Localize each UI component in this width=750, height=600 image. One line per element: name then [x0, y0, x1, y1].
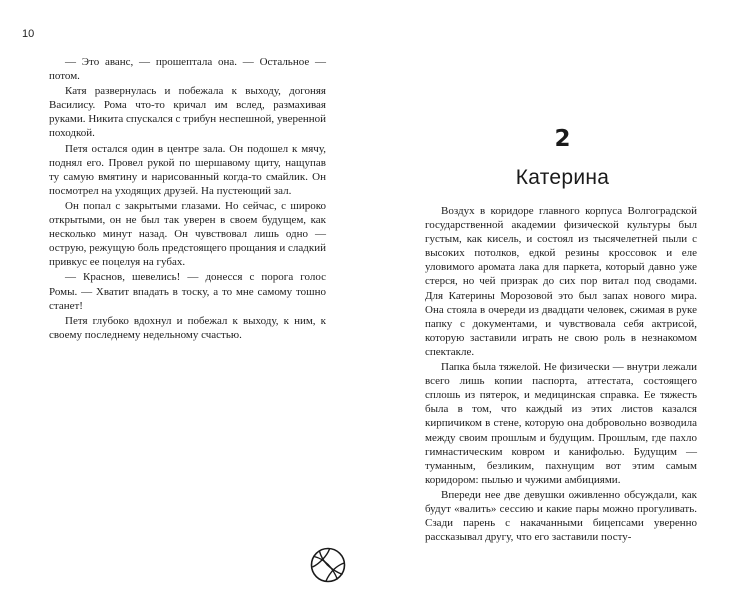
chapter-title: Катерина [515, 166, 610, 189]
paragraph: Впереди нее две девушки оживленно обсуждали, как будут «валить» сессию и какие пары можно прогуливать. Сзади парень с накачанными бицепсами уверенно рассказывал другу, что его заставили посту- [425, 488, 697, 544]
paragraph: — Это аванс, — прошептала она. — Остальное — потом. [49, 56, 326, 83]
paragraph: Он попал с закрытыми глазами. Но сейчас, с широко открытыми, он не был так уверен в своем будущем, как несколько минут назад. Он чувствовал лишь одно — острую, режущую боль предстоящего прощания и сладкий привкус ее поцелуя на губах. [49, 199, 326, 269]
paragraph: Петя остался один в центре зала. Он подошел к мячу, поднял его. Провел рукой по шершавому щиту, нащупав ту самую вмятину и нарисованный когда-то смайлик. Он посмотрел на уходящих друзей. На пустеющий зал. [49, 142, 326, 197]
paragraph: Папка была тяжелой. Не физически — внутри лежали всего лишь копии паспорта, аттестата, состоящего сплошь из пятерок, и медицинская справка. Ее тяжесть была в том, что каждый из этих листов казался кирпичиком в стене, которую она добровольно возводила между своим прошлым и будущим. Прошлым, где пахло гимнастическим ковром и канифолью. Будущим — туманным, безликим, пахнущим вот этим самым коридором: пылью и чужими амбициями. [425, 361, 697, 486]
right-page-text [425, 204, 697, 545]
basketball-icon [310, 547, 346, 583]
paragraph: Катя развернулась и побежала к выходу, догоняя Василису. Рома что-то кричал им вслед, размахивая руками. Никита спускался с трибун неспешной, уверенной походкой. [49, 85, 326, 140]
chapter-number: 2 [554, 126, 571, 152]
left-page-text [49, 55, 326, 343]
page-number: 10 [22, 28, 35, 40]
right-page [375, 0, 750, 600]
paragraph: Воздух в коридоре главного корпуса Волгоградской государственной академии физической культуры был густым, как кисель, и состоял из тысячелетней пыли с высоких потолков, едкой резины кроссовок и еле уловимого аромата лака для паркета, который давно уже стерся, но чей призрак до сих пор витал под сводами. Для Катерины Морозовой это был запах нового мира. Она стояла в очереди из двадцати человек, сжимая в руке папку с документами, и чувствовала себя актрисой, которую заставили играть не свою роль в незнакомом спектакле. [425, 205, 697, 358]
paragraph: — Краснов, шевелись! — донесся с порога голос Ромы. — Хватит впадать в тоску, а то мне самому тошно станет! [49, 271, 326, 312]
paragraph: Петя глубоко вдохнул и побежал к выходу, к ним, к своему последнему недельному счастью. [49, 314, 326, 341]
